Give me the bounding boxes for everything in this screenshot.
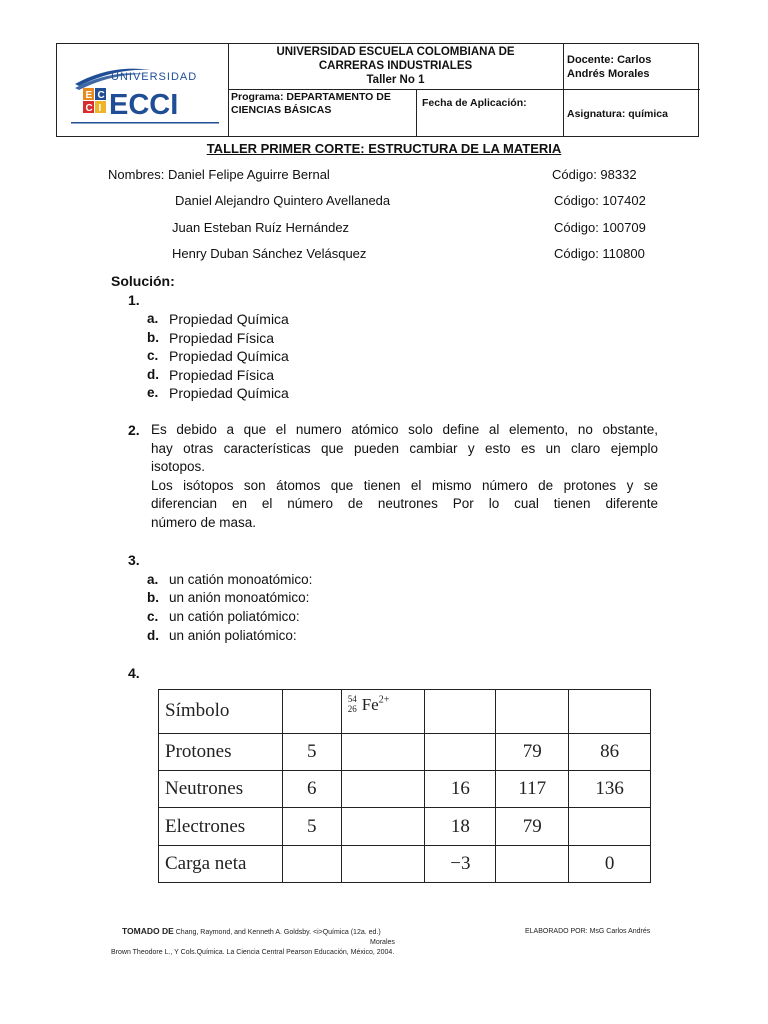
table-cell xyxy=(341,733,425,770)
table-row-symbol xyxy=(159,690,651,734)
row-label: Protones xyxy=(159,733,283,770)
table-cell xyxy=(341,845,425,882)
table-cell: 79 xyxy=(496,733,569,770)
symbol-label: Símbolo xyxy=(159,690,283,734)
table-cell xyxy=(425,733,496,770)
table-cell xyxy=(282,845,341,882)
q2-line-2: hay otras características que pueden cambiar y esto es un claro ejemplo xyxy=(151,440,658,456)
logo-letter-c2: C xyxy=(85,103,93,114)
q1-answer-c: Propiedad Química xyxy=(169,348,289,364)
q3-answer-d: un anión poliatómico: xyxy=(169,628,297,643)
fe-atomic-number: 26 xyxy=(347,704,357,714)
table-cell xyxy=(569,808,651,845)
table-row-neutrons xyxy=(159,771,651,808)
q2-line-3: isotopos. xyxy=(151,459,206,474)
q1-letter-b: b. xyxy=(147,330,159,345)
table-cell xyxy=(282,690,341,734)
document-title: TALLER PRIMER CORTE: ESTRUCTURA DE LA MATERIA xyxy=(206,141,562,156)
program-line-2: CIENCIAS BÁSICAS xyxy=(231,104,332,116)
q1-answer-a: Propiedad Química xyxy=(169,311,289,327)
institution-line-1: UNIVERSIDAD ESCUELA COLOMBIANA DE xyxy=(276,46,515,58)
student-code-3: Código: 100709 xyxy=(554,220,646,235)
student-name-3: Juan Esteban Ruíz Hernández xyxy=(172,220,350,235)
logo-letter-e: E xyxy=(85,90,93,101)
footer-prepared-by: ELABORADO POR: MsG Carlos Andrés xyxy=(525,928,651,935)
q3-letter-c: c. xyxy=(147,609,159,624)
q1-letter-d: d. xyxy=(147,367,159,382)
q2-line-6: número de masa. xyxy=(151,514,257,530)
solution-label: Solución: xyxy=(111,273,175,289)
table-cell xyxy=(341,808,425,845)
q3-letter-b: b. xyxy=(147,590,159,605)
subject-label: Asignatura: química xyxy=(567,108,668,120)
workshop-number: Taller No 1 xyxy=(366,74,425,86)
table-row-protons xyxy=(159,733,651,770)
q1-letter-c: c. xyxy=(147,348,159,363)
table-cell: 79 xyxy=(496,808,569,845)
q3-answer-b: un anión monoatómico: xyxy=(169,590,310,605)
logo-word-main: ECCI xyxy=(109,89,179,121)
q2-line-4: Los isótopos son átomos que tienen el mismo número de protones y se xyxy=(151,477,658,493)
q1-letter-a: a. xyxy=(147,311,159,326)
student-code-4: Código: 110800 xyxy=(554,246,645,261)
table-cell: 18 xyxy=(425,808,496,845)
footer-ref-2: Brown Theodore L., Y Cols.Química. La Ciencia Central Pearson Educación, México, 2004. xyxy=(111,949,395,956)
student-name-4: Henry Duban Sánchez Velásquez xyxy=(172,246,367,261)
row-label: Electrones xyxy=(159,808,283,845)
question-4-number: 4. xyxy=(128,665,140,681)
table-cell: 136 xyxy=(569,771,651,808)
row-label: Neutrones xyxy=(159,771,283,808)
footer-taken-from: TOMADO DE xyxy=(122,926,174,936)
teacher-line-1: Docente: Carlos xyxy=(567,54,652,66)
table-cell xyxy=(425,690,496,734)
question-2-number: 2. xyxy=(128,422,140,438)
row-label: Carga neta xyxy=(159,845,283,882)
q1-answer-d: Propiedad Física xyxy=(169,367,275,383)
question-2-answer xyxy=(151,421,658,532)
table-cell: 86 xyxy=(569,733,651,770)
table-cell xyxy=(496,690,569,734)
q1-answer-e: Propiedad Química xyxy=(169,385,289,401)
logo-word-top: UNIVERSIDAD xyxy=(111,71,198,83)
table-cell xyxy=(496,845,569,882)
q3-letter-d: d. xyxy=(147,628,159,643)
table-row-electrons xyxy=(159,808,651,845)
fe-mass-number: 54 xyxy=(347,694,357,704)
isotope-table xyxy=(158,689,651,883)
table-cell xyxy=(341,771,425,808)
table-cell: 6 xyxy=(282,771,341,808)
program-cell xyxy=(231,91,391,117)
program-line-1: Programa: DEPARTAMENTO DE xyxy=(231,91,391,103)
table-cell: 16 xyxy=(425,771,496,808)
student-name-2: Daniel Alejandro Quintero Avellaneda xyxy=(175,193,391,208)
student-code-2: Código: 107402 xyxy=(554,193,646,208)
q3-letter-a: a. xyxy=(147,572,159,587)
institution-line-2: CARRERAS INDUSTRIALES xyxy=(318,60,473,72)
student-name-1: Nombres: Daniel Felipe Aguirre Bernal xyxy=(108,167,330,182)
application-date-label: Fecha de Aplicación: xyxy=(422,97,527,109)
university-logo xyxy=(71,62,219,134)
q2-line-5: diferencian en el número de neutrones Por lo cual tienen diferente xyxy=(151,496,658,511)
footer-reference xyxy=(122,926,381,936)
teacher-line-2: Andrés Morales xyxy=(567,68,650,80)
question-1-number: 1. xyxy=(128,292,140,308)
fe-symbol-cell xyxy=(341,690,425,734)
question-3-number: 3. xyxy=(128,552,140,568)
student-code-1: Código: 98332 xyxy=(552,167,637,182)
q3-answer-a: un catión monoatómico: xyxy=(169,572,313,587)
table-cell: 117 xyxy=(496,771,569,808)
table-cell: 5 xyxy=(282,808,341,845)
fe-element-symbol: Fe xyxy=(361,695,379,714)
table-cell xyxy=(569,690,651,734)
q1-answer-b: Propiedad Física xyxy=(169,330,275,346)
table-cell: 5 xyxy=(282,733,341,770)
logo-letter-i: I xyxy=(98,103,102,114)
q2-line-1: Es debido a que el numero atómico solo define al elemento, no obstante, xyxy=(151,422,658,437)
q1-letter-e: e. xyxy=(147,385,159,400)
footer-ref-name: Morales xyxy=(370,939,395,946)
fe-charge: 2+ xyxy=(378,694,390,706)
table-row-net-charge xyxy=(159,845,651,882)
footer-ref-1: Chang, Raymond, and Kenneth A. Goldsby. <i>Química (12a. ed.) xyxy=(175,929,381,936)
table-cell: 0 xyxy=(569,845,651,882)
table-cell: −3 xyxy=(425,845,496,882)
q3-answer-c: un catión poliatómico: xyxy=(169,609,300,624)
header-table xyxy=(56,43,699,137)
teacher-cell xyxy=(567,53,651,81)
institution-name xyxy=(228,45,563,87)
logo-letter-c1: C xyxy=(97,90,105,101)
